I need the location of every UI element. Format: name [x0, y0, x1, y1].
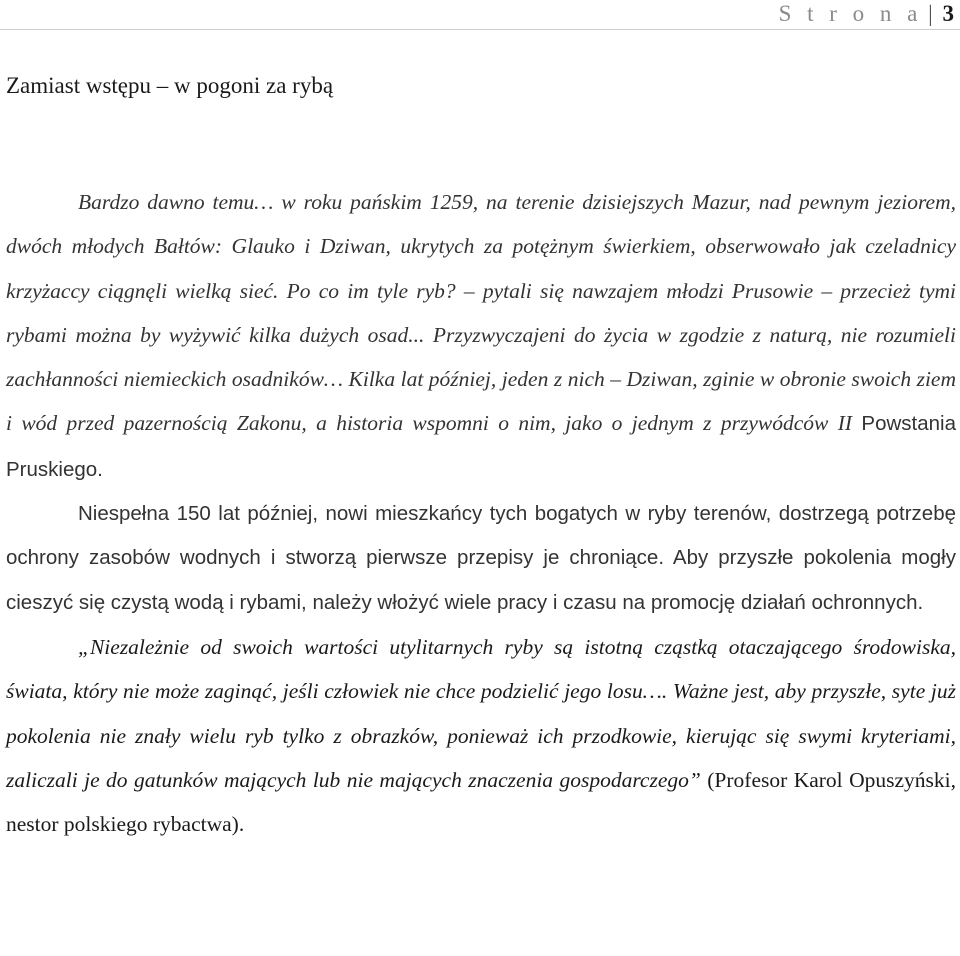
quote-text: „Niezależnie od swoich wartości utylitarnych ryby są istotną cząstką otaczającego środowiska, świata, który nie może zaginąć, jeśli człowiek nie chce podzielić jego losu…. Ważne jest, aby przyszłe, syte już pokolenia nie znały wielu ryb tylko z obrazków, ponieważ ich przodkowie, kierując się swymi kryteriami, zaliczali je do gatunków mających lub nie mających znaczenia gospodarczego”: [6, 634, 956, 792]
document-title: Zamiast wstępu – w pogoni za rybą: [6, 73, 334, 98]
paragraph-history-normal-text: Powstania Pruskiego.: [6, 412, 956, 481]
paragraph-history: [6, 180, 956, 492]
paragraph-quote: [6, 625, 956, 846]
quote-attribution: (Profesor Karol Opuszyński, nestor polskiego rybactwa).: [6, 767, 956, 837]
paragraph-history-italic-text: Bardzo dawno temu… w roku pańskim 1259, na terenie dzisiejszych Mazur, nad pewnym jeziorem, dwóch młodych Bałtów: Glauko i Dziwan, ukrytych za potężnym świerkiem, obserwowało jak czeladnicy krzyżaccy ciągnęli wielką sieć. Po co im tyle ryb? – pytali się nawzajem młodzi Prusowie – przecież tymi rybami można by wyżywić kilka dużych osad... Przyzwyczajeni do życia w zgodzie z naturą, nie rozumieli zachłanności niemieckich osadników… Kilka lat później, jeden z nich – Dziwan, zginie w obronie swoich ziem i wód przed pazernością Zakonu, a historia wspomni o nim, jako o jednym z przywódców II: [6, 190, 956, 436]
paragraph-protection: Niespełna 150 lat później, nowi mieszkańcy tych bogatych w ryby terenów, dostrzegą potrzebę ochrony zasobów wodnych i stworzą pierwsze przepisy je chroniące. Aby przyszłe pokolenia mogły cieszyć się czystą wodą i rybami, należy włożyć wiele pracy i czasu na promocję działań ochronnych.: [6, 502, 956, 614]
page-number: 3: [942, 1, 954, 26]
document-body: [6, 180, 956, 846]
page-number-label: [779, 1, 954, 27]
page-label: S t r o n a: [778, 1, 923, 26]
page-separator: |: [928, 1, 933, 26]
page-header: [0, 0, 960, 30]
